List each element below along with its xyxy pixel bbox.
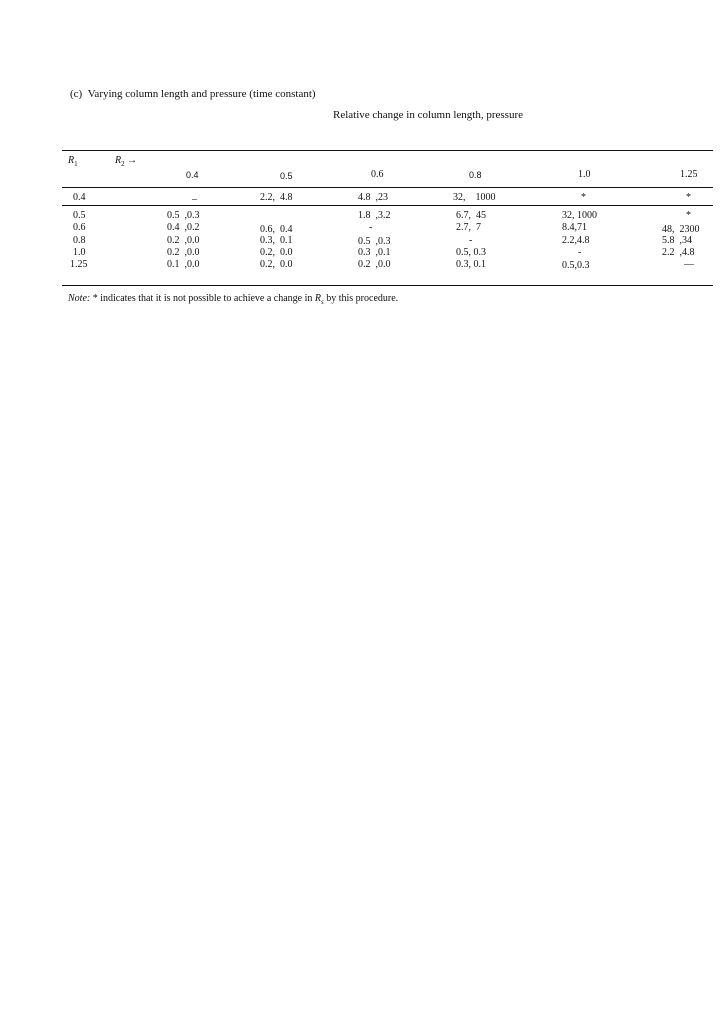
table-cell: * bbox=[581, 192, 586, 203]
row-label: 0.5 bbox=[73, 210, 86, 221]
column-header: 0.5 bbox=[280, 171, 293, 181]
column-header: 0.8 bbox=[469, 170, 482, 180]
row-label: 1.25 bbox=[70, 259, 88, 270]
table-cell: 0.1 ,0.0 bbox=[167, 259, 200, 270]
table-cell: * bbox=[686, 192, 691, 203]
table-cell: 2.2, 4.8 bbox=[260, 192, 293, 203]
table-cell: - bbox=[578, 247, 582, 258]
table-cell: 2.2 ,4.8 bbox=[662, 247, 695, 258]
note-label: Note: bbox=[68, 293, 91, 304]
table-cell: 0.2, 0.0 bbox=[260, 247, 293, 258]
table-cell: 0.3 ,0.1 bbox=[358, 247, 391, 258]
column-header: 0.6 bbox=[371, 169, 384, 180]
table-cell: — bbox=[684, 259, 694, 270]
table-cell: 0.5, 0.3 bbox=[456, 247, 486, 258]
row-label: 1.0 bbox=[73, 247, 86, 258]
table-supertitle: Relative change in column length, pressure bbox=[333, 109, 523, 121]
row-label: 0.6 bbox=[73, 222, 86, 233]
table-cell: 6.7, 45 bbox=[456, 210, 486, 221]
table-cell: 32, 1000 bbox=[453, 192, 496, 203]
table-cell: 2.7, 7 bbox=[456, 222, 481, 233]
top-rule bbox=[62, 150, 713, 151]
table-cell: 32, 1000 bbox=[562, 210, 597, 221]
table-cell: * bbox=[686, 210, 691, 221]
table-cell: 0.3, 0.1 bbox=[456, 259, 486, 270]
table-cell: - bbox=[369, 222, 373, 233]
row-rule bbox=[62, 205, 713, 206]
note-variable: R bbox=[314, 293, 321, 304]
table-cell: 0.2 ,0.0 bbox=[358, 259, 391, 270]
table-cell: 0.6, 0.4 bbox=[260, 224, 293, 235]
table-cell: 4.8 ,23 bbox=[358, 192, 388, 203]
column-variable-header: $R_2$ → bbox=[115, 155, 138, 168]
row-label: 0.8 bbox=[73, 235, 86, 246]
row-label: 0.4 bbox=[73, 192, 86, 203]
row-variable-header: $R_1$ bbox=[68, 155, 78, 168]
table-caption: (c) Varying column length and pressure (time constant) bbox=[70, 88, 316, 100]
table-cell: 8.4,71 bbox=[562, 222, 587, 233]
table-cell: 48, 2300 bbox=[662, 224, 700, 235]
bottom-rule bbox=[62, 285, 713, 286]
table-cell: - bbox=[469, 235, 473, 246]
table-cell: 0.4 ,0.2 bbox=[167, 222, 200, 233]
table-cell: 1.8 ,3.2 bbox=[358, 210, 391, 221]
column-header: 1.0 bbox=[578, 169, 591, 180]
table-cell: 2.2,4.8 bbox=[562, 235, 590, 246]
column-header: 0.4 bbox=[186, 170, 199, 180]
table-cell: 5.8 ,34 bbox=[662, 235, 692, 246]
table-cell: 0.5 ,0.3 bbox=[358, 236, 391, 247]
table-cell: 0.5,0.3 bbox=[562, 260, 590, 271]
table-cell: _ bbox=[192, 190, 197, 201]
table-cell: 0.5 ,0.3 bbox=[167, 210, 200, 221]
header-rule bbox=[62, 187, 713, 188]
table-cell: 0.2, 0.0 bbox=[260, 259, 293, 270]
table-note: Note: * indicates that it is not possible to achieve a change in $R_s$ by this procedure. bbox=[68, 293, 399, 306]
table-cell: 0.2 ,0.0 bbox=[167, 235, 200, 246]
table-cell: 0.3, 0.1 bbox=[260, 235, 293, 246]
table-cell: 0.2 ,0.0 bbox=[167, 247, 200, 258]
column-header: 1.25 bbox=[680, 169, 698, 180]
